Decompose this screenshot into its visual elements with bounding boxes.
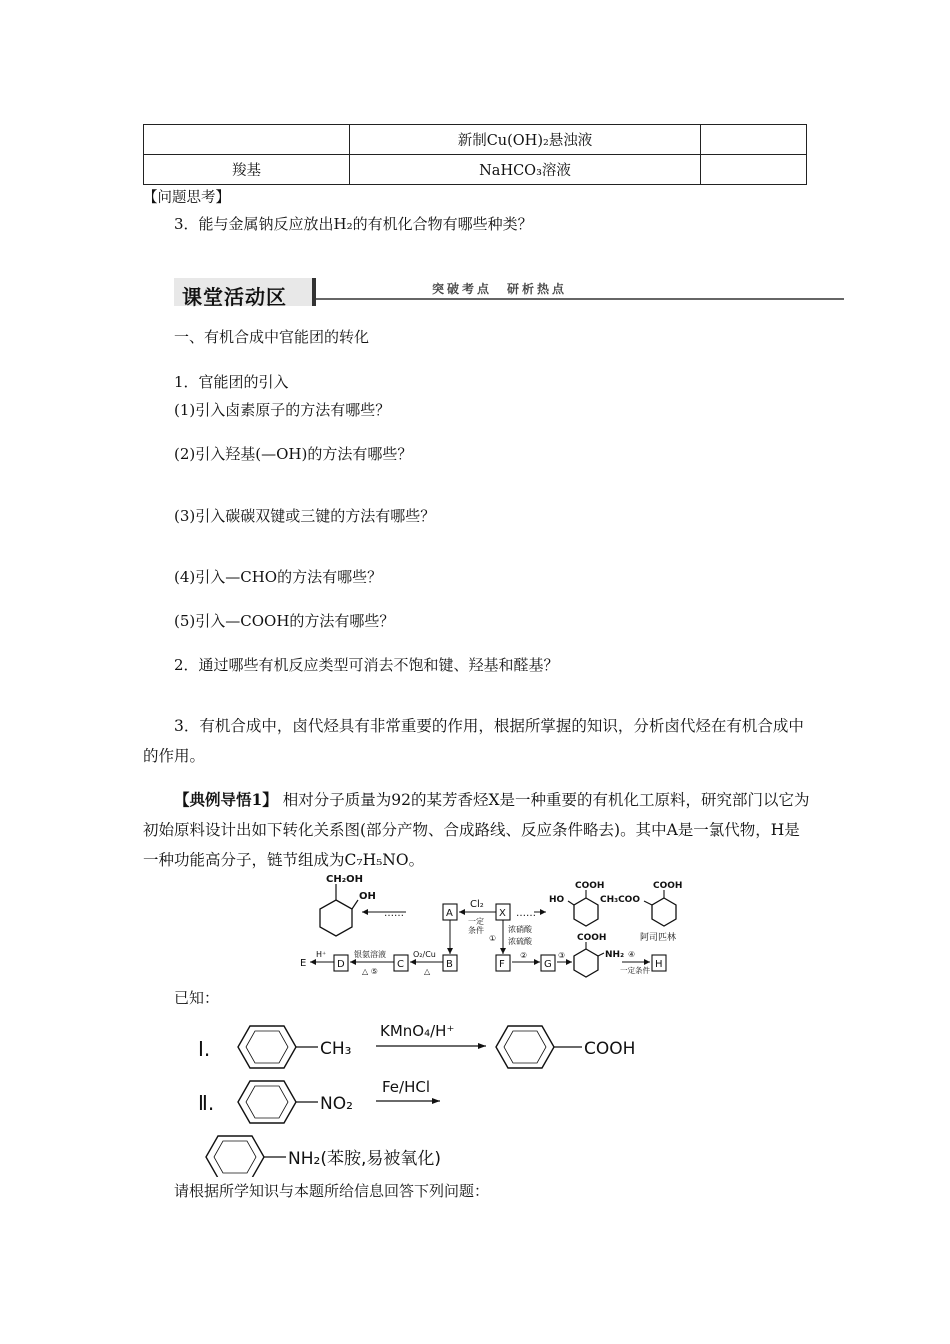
question-1: (1)引入卤素原子的方法有哪些？ bbox=[174, 401, 391, 419]
think-heading: 【问题思考】 bbox=[143, 190, 230, 206]
cond-label-2: 条件 bbox=[468, 926, 484, 935]
think-question: 3．能与金属钠反应放出H₂的有机化合物有哪些种类？ bbox=[174, 215, 533, 233]
kmno4-label: KMnO₄/H⁺ bbox=[380, 1022, 455, 1040]
question-3: (3)引入碳碳双键或三键的方法有哪些？ bbox=[174, 507, 436, 525]
hplus-label: H⁺ bbox=[316, 950, 327, 959]
ch2oh-label: CH₂OH bbox=[326, 874, 363, 885]
cond4-label: 一定条件 bbox=[620, 966, 650, 975]
aniline-label: NH₂(苯胺,易被氧化) bbox=[288, 1149, 441, 1169]
fehcl-label: Fe/HCl bbox=[382, 1078, 431, 1096]
example-text: 相对分子质量为92的某芳香烃X是一种重要的有机化工原料，研究部门以它为初始原料设计出如下转化关系图(部分产物、合成路线、反应条件略去)。其中A是一氯代物，H是一种功能高分子，链节组成为C₇H₅NO。 bbox=[143, 791, 810, 869]
cyclohexane-ring bbox=[320, 900, 352, 936]
roman-2: Ⅱ. bbox=[198, 1091, 215, 1115]
known-reactions bbox=[190, 1012, 670, 1177]
cooh-label-3: COOH bbox=[577, 933, 607, 943]
label-e: E bbox=[300, 958, 307, 969]
roman-1: Ⅰ. bbox=[198, 1037, 211, 1061]
subheading-3: 3．有机合成中，卤代烃具有非常重要的作用，根据所掌握的知识，分析卤代烃在有机合成中的作用。 bbox=[143, 717, 804, 765]
table-cell bbox=[701, 155, 807, 185]
ch3coo-label: CH₃COO bbox=[600, 895, 640, 905]
cooh-known: COOH bbox=[584, 1039, 636, 1059]
subheading-2: 2．通过哪些有机反应类型可消去不饱和键、羟基和醛基？ bbox=[174, 656, 559, 674]
table-cell bbox=[701, 125, 807, 155]
step4-label: ④ bbox=[628, 950, 636, 959]
nh2-label: NH₂ bbox=[605, 950, 625, 960]
question-5: (5)引入—COOH的方法有哪些？ bbox=[174, 612, 395, 630]
o2cu-label: O₂/Cu bbox=[413, 950, 436, 959]
benzene-ring bbox=[496, 1026, 554, 1068]
dots-label-2: …… bbox=[516, 908, 536, 919]
example-label: 【典例导悟1】 bbox=[174, 790, 278, 809]
ho-label: HO bbox=[549, 895, 565, 905]
table-row bbox=[144, 125, 807, 155]
step5-label: △ ⑤ bbox=[362, 967, 378, 976]
h2so4-label: 浓硫酸 bbox=[508, 937, 532, 946]
cooh-label-2: COOH bbox=[653, 881, 683, 891]
example-paragraph bbox=[143, 785, 813, 875]
label-d: D bbox=[337, 959, 345, 970]
cl2-label: Cl₂ bbox=[470, 899, 484, 910]
section-banner bbox=[174, 276, 844, 310]
label-a: A bbox=[446, 908, 453, 919]
banner-title: 课堂活动区 bbox=[182, 285, 287, 309]
reagent-table bbox=[143, 124, 807, 185]
label-g: G bbox=[544, 959, 552, 970]
silver-label: 银氨溶液 bbox=[354, 950, 386, 959]
known-label: 已知： bbox=[174, 989, 220, 1007]
closing-line: 请根据所学知识与本题所给信息回答下列问题： bbox=[174, 1182, 490, 1200]
heat-label: △ bbox=[424, 967, 431, 976]
banner-rule bbox=[316, 298, 844, 300]
banner-divider bbox=[312, 278, 316, 306]
section-title: 一、有机合成中官能团的转化 bbox=[174, 328, 370, 346]
no2-label: NO₂ bbox=[320, 1094, 353, 1114]
cond-label-1: 一定 bbox=[468, 917, 484, 926]
hno3-label: 浓硝酸 bbox=[508, 925, 532, 934]
oh-label: OH bbox=[359, 891, 376, 902]
label-f: F bbox=[499, 959, 505, 970]
label-x: X bbox=[499, 908, 506, 919]
label-c: C bbox=[397, 959, 404, 970]
aspirin-label: 阿司匹林 bbox=[640, 933, 677, 943]
dots-label: …… bbox=[384, 908, 404, 919]
table-cell bbox=[144, 125, 350, 155]
benzene-ring bbox=[238, 1026, 296, 1068]
question-2: (2)引入羟基(—OH)的方法有哪些？ bbox=[174, 445, 413, 463]
label-h: H bbox=[655, 959, 663, 970]
step3-label: ③ bbox=[558, 951, 566, 960]
subheading-1: 1．官能团的引入 bbox=[174, 373, 289, 391]
step1-label: ① bbox=[489, 934, 497, 943]
table-cell: NaHCO₃溶液 bbox=[350, 155, 701, 185]
step2-label: ② bbox=[520, 951, 528, 960]
table-row bbox=[144, 155, 807, 185]
table-cell: 新制Cu(OH)₂悬浊液 bbox=[350, 125, 701, 155]
ch3-label: CH₃ bbox=[320, 1039, 352, 1059]
table-cell: 羧基 bbox=[144, 155, 350, 185]
benzene-ring bbox=[238, 1081, 296, 1123]
label-b: B bbox=[446, 959, 453, 970]
cooh-label-1: COOH bbox=[575, 881, 605, 891]
question-4: (4)引入—CHO的方法有哪些？ bbox=[174, 568, 383, 586]
reaction-scheme bbox=[296, 870, 696, 978]
banner-subtitle: 突破考点 研析热点 bbox=[432, 282, 568, 296]
